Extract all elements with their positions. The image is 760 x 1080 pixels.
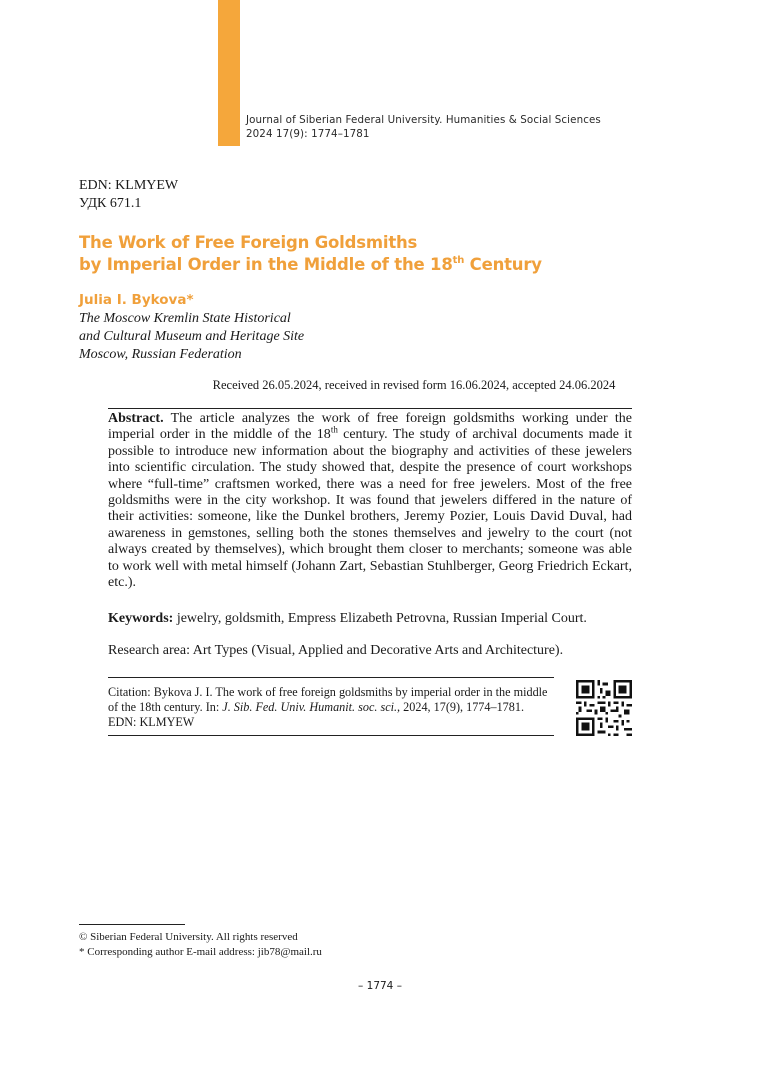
keywords-text: jewelry, goldsmith, Empress Elizabeth Petrovna, Russian Imperial Court.	[173, 611, 587, 626]
journal-volume: 2024 17(9): 1774–1781	[246, 128, 370, 140]
abstract-text-1: The article analyzes the work of free foreign goldsmiths working under the imperial order in the middle of the 18	[108, 411, 632, 443]
abstract	[108, 411, 632, 591]
abstract-label: Abstract.	[108, 411, 164, 426]
article-title	[79, 232, 699, 276]
header-accent-bar	[218, 0, 240, 146]
article-identifiers	[79, 177, 178, 213]
citation-bottom-rule	[108, 735, 554, 736]
research-area: Research area: Art Types (Visual, Applied and Decorative Arts and Architecture).	[108, 643, 564, 658]
title-line-2-text: by Imperial Order in the Middle of the 18	[79, 255, 453, 274]
corresponding-author-note: * Corresponding author E-mail address: jib78@mail.ru	[79, 946, 322, 958]
copyright-note: © Siberian Federal University. All rights reserved	[79, 931, 298, 943]
citation-edn: EDN: KLMYEW	[108, 715, 195, 729]
affiliation-line-1: The Moscow Kremlin State Historical	[79, 311, 291, 326]
keywords	[108, 611, 632, 627]
journal-name: Journal of Siberian Federal University. Humanities & Social Sciences	[246, 114, 601, 126]
page-number: – 1774 –	[358, 980, 402, 992]
received-dates: Received 26.05.2024, received in revised form 16.06.2024, accepted 24.06.2024	[212, 378, 616, 392]
keywords-label: Keywords:	[108, 611, 174, 626]
citation-journal: J. Sib. Fed. Univ. Humanit. soc. sci.,	[222, 700, 401, 714]
author-affiliation	[79, 310, 304, 364]
citation-text: Citation: Bykova J. I. The work of free foreign goldsmiths by imperial order in the middle of the 18th century. In:	[108, 685, 548, 714]
udk-code: УДК 671.1	[79, 196, 142, 211]
abstract-superscript: th	[330, 424, 338, 435]
affiliation-line-2: and Cultural Museum and Heritage Site	[79, 329, 305, 344]
affiliation-line-3: Moscow, Russian Federation	[79, 347, 242, 362]
title-line-2	[79, 254, 699, 276]
citation-top-rule	[108, 677, 554, 678]
citation-block	[108, 685, 554, 730]
qr-code-icon[interactable]	[576, 680, 632, 736]
abstract-top-rule	[108, 408, 632, 409]
footnotes	[79, 930, 322, 960]
author-name: Julia I. Bykova*	[79, 292, 194, 308]
footnote-rule	[79, 924, 185, 925]
edn-code: EDN: KLMYEW	[79, 178, 179, 193]
title-superscript: th	[452, 254, 465, 266]
abstract-text-2: century. The study of archival documents made it possible to introduce new information about the biography and activities of these jewelers into scientific circulation. The study showed that, despite the presence of court workshops where “full-time” craftsmen worked, there was a need for free jewelers. Most of the free goldsmiths were in the city workshop. It was found that jewelers differed in the nature of their activities: someone, like the Dunkel brothers, Jeremy Pozier, Louis David Duval, had awareness in gemstones, selling both the stones themselves and jewelry to the court (not always created by themselves), which brought them closer to merchants; someone was able to work well with metal himself (Johann Zart, Sebastian Stuhlberger, Georg Friedrich Eckart, etc.).	[108, 427, 633, 591]
journal-header	[246, 113, 601, 141]
title-line-1: The Work of Free Foreign Goldsmiths	[79, 233, 418, 252]
citation-pages: 2024, 17(9), 1774–1781.	[400, 700, 525, 714]
title-line-2-end: Century	[464, 255, 542, 274]
